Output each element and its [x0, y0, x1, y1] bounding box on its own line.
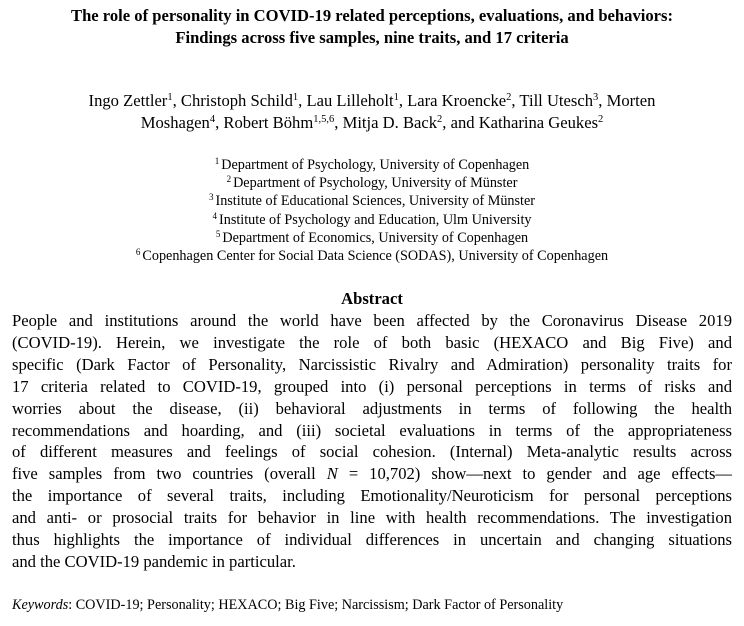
abstract-line: five samples from two countries (overall N = 10,702) show—next to gender and age effects— [12, 464, 733, 484]
keywords-label: Keywords [12, 597, 69, 613]
affiliation-number: 3 [208, 192, 214, 203]
affiliation-number: 5 [215, 228, 221, 239]
keywords [12, 595, 563, 615]
author-separator: , [598, 91, 607, 110]
author-name: Till Utesch [519, 91, 594, 110]
affiliation-item [0, 174, 744, 192]
title-line: Findings across five samples, nine traits, and 17 criteria [175, 28, 569, 47]
affiliation-item [0, 192, 744, 210]
author-affiliation-sup: 1 [393, 92, 399, 103]
abstract-body [12, 310, 732, 573]
author-name: Morten [606, 91, 656, 110]
affiliation-list [0, 156, 744, 265]
abstract-line: and the COVID-19 pandemic in particular. [12, 551, 296, 571]
keywords-text: : COVID-19; Personality; HEXACO; Big Five; Narcissism; Dark Factor of Personality [68, 597, 564, 613]
affiliation-number: 2 [226, 174, 232, 185]
author-name: Katharina Geukes [478, 113, 599, 132]
abstract-line: specific (Dark Factor of Personality, Narcissistic Rivalry and Admiration) personality traits for [12, 354, 732, 374]
author-name: Lara Kroencke [407, 91, 507, 110]
author-affiliation-sup: 2 [506, 92, 512, 103]
author-affiliation-sup: 1,5,6 [313, 114, 335, 125]
affiliation-item [0, 211, 744, 229]
affiliation-text: Department of Psychology, University of Münster [233, 175, 518, 192]
author-line [0, 90, 744, 112]
author-separator: , [298, 91, 307, 110]
affiliation-text: Department of Economics, University of Copenhagen [222, 229, 529, 246]
affiliation-text: Copenhagen Center for Social Data Science (SODAS), University of Copenhagen [142, 248, 609, 265]
affiliation-number: 4 [212, 210, 217, 221]
abstract-line: thus highlights the importance of individual differences in uncertain and changing situations [12, 530, 732, 550]
author-separator: , [215, 113, 224, 132]
author-separator: , [172, 91, 181, 110]
author-list [0, 90, 744, 134]
abstract-heading: Abstract [341, 289, 403, 308]
title-line: The role of personality in COVID-19 related perceptions, evaluations, and behaviors: [71, 6, 673, 25]
author-affiliation-sup: 3 [593, 92, 599, 103]
author-separator: , and [442, 113, 479, 132]
abstract-line: and anti- or prosocial traits for behavior in line with health recommendations. The investigation [12, 508, 732, 528]
abstract-line: recommendations and hoarding, and (iii) societal evaluations in terms of the appropriateness [12, 420, 732, 440]
author-name: Christoph Schild [180, 91, 293, 110]
author-name: Lau Lilleholt [306, 91, 394, 110]
author-affiliation-sup: 2 [598, 114, 604, 125]
abstract-line: the importance of several traits, including Emotionality/Neuroticism for personal perceptions [12, 486, 732, 506]
abstract-line: (COVID-19). Herein, we investigate the role of both basic (HEXACO and Big Five) and [12, 332, 732, 352]
affiliation-text: Department of Psychology, University of Copenhagen [221, 157, 530, 173]
affiliation-number: 6 [135, 247, 141, 258]
affiliation-item [0, 156, 744, 174]
abstract-line: of different measures and feelings of social cohesion. (Internal) Meta-analytic results across [12, 442, 732, 462]
author-separator: , [511, 91, 520, 110]
abstract-line: worries about the disease, (ii) behavioral adjustments in terms of following the health [12, 398, 732, 418]
author-affiliation-sup: 1 [167, 92, 173, 103]
paper-title [0, 5, 744, 49]
affiliation-number: 1 [214, 156, 220, 166]
author-name: Moshagen [140, 113, 210, 132]
author-name: Mitja D. Back [342, 113, 438, 132]
affiliation-text: Institute of Psychology and Education, Ulm University [219, 211, 532, 228]
affiliation-item [0, 229, 744, 247]
author-separator: , [334, 113, 343, 132]
author-affiliation-sup: 4 [209, 114, 216, 125]
author-affiliation-sup: 1 [292, 92, 299, 103]
author-separator: , [398, 91, 408, 110]
author-name: Robert Böhm [223, 113, 314, 132]
abstract-line: 17 criteria related to COVID-19, grouped into (i) personal perceptions in terms of risks and [12, 376, 732, 396]
affiliation-item [0, 247, 744, 265]
affiliation-text: Institute of Educational Sciences, University of Münster [215, 193, 536, 210]
author-affiliation-sup: 2 [437, 114, 443, 125]
abstract-line: People and institutions around the world have been affected by the Coronavirus Disease 2019 [12, 311, 732, 330]
author-line [0, 112, 744, 134]
author-name: Ingo Zettler [88, 91, 168, 110]
